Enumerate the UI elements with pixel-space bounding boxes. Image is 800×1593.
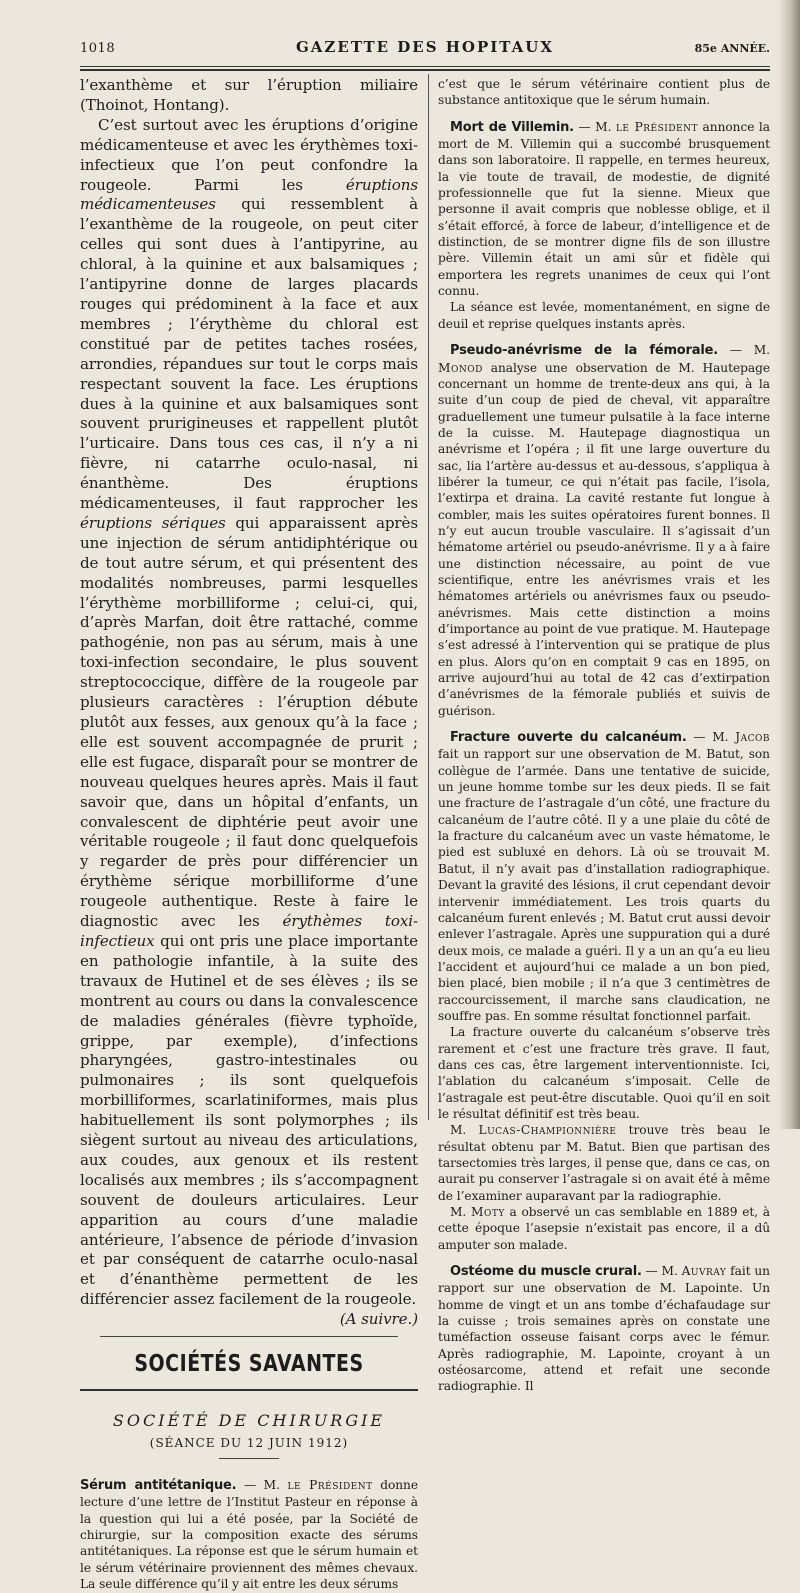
speaker-name: Jacob xyxy=(735,730,770,745)
speaker-name: Moty xyxy=(471,1205,505,1220)
article-title: Fracture ouverte du calcanéum. xyxy=(450,730,687,746)
section-title: SOCIÉTÉS SAVANTES xyxy=(134,1350,364,1378)
article-title: Pseudo-anévrisme de la fémorale. xyxy=(450,343,718,359)
header-rule-thick xyxy=(80,69,770,71)
journal-title: GAZETTE DES HOPITAUX xyxy=(295,38,554,56)
text-run: M. xyxy=(450,1205,471,1220)
emphasis: éruptions sériques xyxy=(80,513,226,532)
society-title: SOCIÉTÉ DE CHIRURGIE xyxy=(112,1411,386,1431)
section-rule xyxy=(100,1336,398,1337)
text-run: qui ressemblent à l’exanthème de la rougeole, on peut citer celles qui sont dues à l’antipyrine, au chloral, à la quinine et aux balsamiques ; l’antipyrine donne de larges placards rouges qui prédominent à la face et aux membres ; l’érythème du chloral est constitué par de petites taches rosées, arrondies, répandues sur tout le corps mais respectant souvent la face. Les éruptions dues à la quinine et aux balsamiques sont souvent prurigineuses et rappellent plutôt l’urticaire. Dans tous ces cas, il n’y a ni fièvre, ni catarrhe oculo-nasal, ni énanthème. Des éruptions médicamenteuses, il faut rapprocher les xyxy=(80,195,418,513)
paragraph-continuation: c’est que le sérum vétérinaire contient plus de substance antitoxique que le sérum humain. xyxy=(438,77,770,108)
speaker-name: Lucas-Championnière xyxy=(478,1123,617,1138)
article-title: Ostéome du muscle crural. xyxy=(450,1264,642,1280)
text-run: — M. xyxy=(573,119,616,134)
page-number: 1018 xyxy=(80,41,116,56)
text-run: — M. xyxy=(641,1264,682,1279)
paragraph: La séance est levée, momentanément, en signe de deuil et reprise quelques instants après. xyxy=(438,300,770,331)
text-run: qui apparaissent après une injection de sérum antidiphtérique ou de tout autre sérum, et qui présentent des modalités nombreuses, parmi lesquelles l’érythème morbilliforme ; celui-ci, qui, d’après Marfan, doit être rattaché, comme pathogénie, non pas au sérum, mais à une toxi-infection secondaire, le plus souvent streptococcique, diffère de la rougeole par plusieurs caractères : l’éruption débute plutôt aux fesses, aux genoux qu’à la face ; elle est souvent accompagnée de prurit ; elle est fugace, disparaît pour se montrer de nouveau quelques heures après. Mais il faut savoir que, dans un hôpital d’enfants, un convalescent de diphtérie peut avoir une véritable rougeole ; il faut donc quelquefois y regarder de près pour différencier un érythème sérique morbilliforme d’une rougeole authentique. Reste à faire le diagnostic avec les xyxy=(80,513,418,931)
text-run: a observé un cas semblable en 1889 et, à cette époque l’asepsie n’existait pas encore, il a dû amputer son malade. xyxy=(438,1205,770,1252)
year-label: 85e ANNÉE. xyxy=(694,42,770,55)
article-pseudo-anevrisme xyxy=(438,342,770,719)
emphasis: érythèmes toxi-infectieux xyxy=(80,912,418,950)
page-edge-shadow xyxy=(778,0,800,1129)
emphasis: éruptions médicamenteuses xyxy=(80,175,418,214)
running-head xyxy=(80,38,770,64)
to-be-continued xyxy=(80,1310,418,1330)
spacer xyxy=(438,719,770,729)
header-rule xyxy=(80,66,770,67)
speaker-name: le Président xyxy=(287,1478,373,1493)
sitting-date: (SÉANCE DU 12 JUIN 1912) xyxy=(149,1436,349,1451)
article-osteome xyxy=(438,1263,770,1395)
paragraph xyxy=(438,1122,770,1204)
text-run: analyse une observation de M. Hautepage concernant un homme de trente-deux ans qui, à la suite d’un coup de pied de cheval, vit apparaître graduellement une tumeur pulsatile à la face interne de la cuisse. M. Hautepage diagnostiqua un anévrisme et l’opéra ; il fit une large ouverture du sac, lia l’artère au-dessus et au-dessous, s’appliqua à libérer la tumeur, ce qui n’était pas facile, l’isola, l’extirpa et draina. La cavité restante fut longue à combler, mais les suites opératoires furent bonnes. Il n’y eut aucun trouble vasculaire. Il s’agissait d’un hématome artériel ou pseudo-anévrisme. Il y a à faire une distinction nécessaire, au point de vue scientifique, entre les anévrismes vrais et les hématomes artériels ou anévrismes faux ou pseudo-anévrismes. Mais cette distinction a moins d’importance au point de vue pratique. M. Hautepage s’est adressé à l’intervention qui se pratique de plus en plus. Alors qu’on en comptait 9 cas en 1895, on arrive aujourd’hui au total de 42 cas d’extirpation d’anévrismes de la fémorale publiés et suivis de guérison. xyxy=(438,360,770,718)
paragraph xyxy=(438,1204,770,1253)
speaker-name: Monod xyxy=(438,360,483,375)
paragraph-continuation: l’exanthème et sur l’éruption miliaire (Thoinot, Hontang). xyxy=(80,76,418,114)
article-fracture xyxy=(438,729,770,1024)
spacer xyxy=(438,109,770,119)
column-divider xyxy=(428,74,429,1120)
text-run: C’est surtout avec les éruptions d’origine médicamenteuse et avec les érythèmes toxi-infectieux que l’on peut confondre la rougeole. Parmi les xyxy=(80,115,418,194)
paragraph: La fracture ouverte du calcanéum s’observe très rarement et c’est une fracture très grave. Il faut, dans ces cas, être largement interventionniste. Ici, l’ablation du calcanéum s’imposait. Celle de l’astragale est peut-être discutable. Quoi qu’il en soit le résultat définitif est très beau. xyxy=(438,1025,770,1121)
right-column xyxy=(438,76,770,1395)
spacer xyxy=(438,1253,770,1263)
sitting-rule xyxy=(219,1458,279,1459)
text-run: — M. xyxy=(686,730,736,745)
spacer xyxy=(438,332,770,342)
text-run: — M. xyxy=(717,343,770,358)
article-title: Sérum antitétanique. xyxy=(80,1478,237,1494)
left-column xyxy=(80,76,418,1593)
text-run: qui ont pris une place importante en pathologie infantile, à la suite des travaux de Hutinel et de ses élèves ; ils se montrent au cours ou dans la convalescence de maladies générales (fièvre typhoïde, grippe, par exemple), d’infections pharyngées, gastro-intestinales ou pulmonaires ; ils sont quelquefois morbilliformes, scarlatiniformes, mais plus habituellement ils sont polymorphes ; ils siègent surtout au niveau des articulations, aux coudes, aux genoux et ils restent localisés aux membres ; ils s’accompagnent souvent de douleurs articulaires. Leur apparition au cours d’une maladie antérieure, l’absence de période d’invasion et par conséquent de catarrhe oculo-nasal et d’énanthème permettent de les différencier assez facilement de la rougeole. xyxy=(80,931,418,1309)
text-run: fait un rapport sur une observation de M. Batut, son collègue de l’armée. Dans une tentative de suicide, un jeune homme tombe sur les deux pieds. Il se fait une fracture de l’astragale d’un côté, une fracture du calcanéum de l’autre côté. Il y a une plaie du côté de la fracture du calcanéum avec un vaste hématome, le pied est subluxé en dehors. Là où se trouvait M. Batut, il n’y avait pas d’installation radiographique. Devant la gravité des lésions, il crut cependant devoir intervenir immédiatement. Les trois quarts du calcanéum furent enlevés ; M. Batut crut aussi devoir enlever l’astragale. Après une suppuration qui a duré deux mois, ce malade a guéri. Il y a un an qu’a eu lieu l’accident et aujourd’hui ce malade a un bon pied, bien placé, bien mobile ; il n’a que 3 centimètres de raccourcissement, il marche sans claudication, ne souffre pas. En somme résultat fonctionnel parfait. xyxy=(438,747,770,1023)
text-run: fait un rapport sur une observation de M. Lapointe. Un homme de vingt et un ans tombe d’échafaudage sur la cuisse ; trois semaines après on constate une tuméfaction osseuse faisant corps avec le fémur. Après radiographie, M. Lapointe, croyant à un ostéosarcome, attend et refait une seconde radiographie. Il xyxy=(438,1264,770,1394)
article-title: Mort de Villemin. xyxy=(450,119,574,135)
paragraph-eruptions xyxy=(80,116,418,1310)
suivre-note: (A suivre.) xyxy=(339,1310,418,1329)
section-rule-thick xyxy=(80,1389,418,1391)
article-serum xyxy=(80,1477,418,1592)
speaker-name: le Président xyxy=(615,119,699,134)
article-villemin xyxy=(438,119,770,300)
text-run: M. xyxy=(450,1123,479,1138)
text-run: donne lecture d’une lettre de l’Institut Pasteur en réponse à la question qui lui a été posée, par la Société de chirurgie, sur la composition exacte des sérums antitétaniques. La réponse est que le sérum humain et le sérum vétérinaire proviennent des mêmes chevaux. La seule différence qu’il y ait entre les deux sérums xyxy=(80,1478,418,1592)
speaker-name: Auvray xyxy=(681,1264,727,1279)
text-run: annonce la mort de M. Villemin qui a succombé brusquement dans son laboratoire. Il rappelle, en termes heureux, la vie toute de travail, de modestie, de dignité professionnelle que fut la sienne. Mieux que personne il avait compris que noblesse oblige, et il s’était efforcé, à force de labeur, d’intelligence et de distinction, de se montrer digne fils de son illustre père. Villemin était un ami sûr et fidèle qui emportera les regrets unanimes de ceux qui l’ont connu. xyxy=(438,119,770,299)
text-run: — M. xyxy=(236,1478,288,1493)
text-run: trouve très beau le résultat obtenu par M. Batut. Bien que partisan des tarsectomies très larges, il pense que, dans ce cas, on aurait pu conserver l’astragale si on avait été à même de l’examiner auparavant par la radiographie. xyxy=(438,1123,770,1203)
